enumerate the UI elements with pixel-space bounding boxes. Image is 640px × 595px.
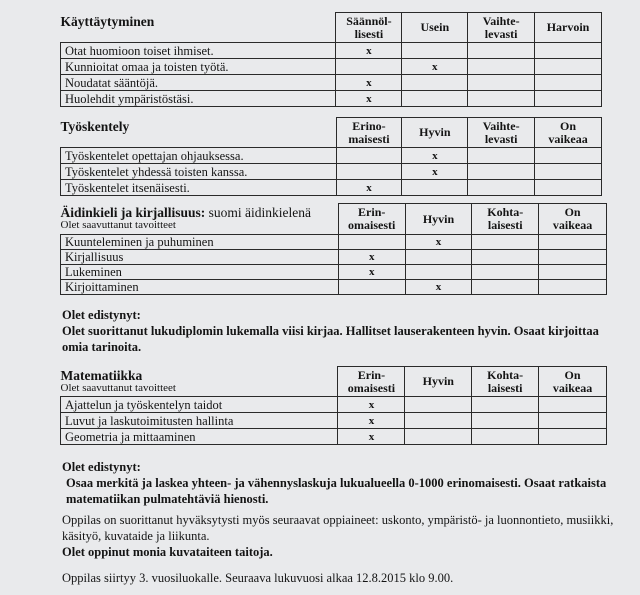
grade-mark-cell (402, 43, 468, 59)
grade-mark-cell (405, 429, 472, 445)
math-title-main: Matematiikka (60, 367, 143, 383)
behavior-table (60, 12, 602, 107)
grade-mark-cell: x (336, 91, 402, 107)
grade-mark-cell: x (336, 43, 402, 59)
table-row (61, 148, 602, 164)
work-col-header: On vaikeaa (535, 118, 602, 148)
row-label: Kirjallisuus (61, 250, 339, 265)
math-title (61, 367, 338, 397)
math-table (60, 366, 607, 445)
grade-mark-cell (539, 235, 607, 250)
row-label: Luvut ja laskutoimitusten hallinta (61, 413, 338, 429)
grade-mark-cell (535, 164, 602, 180)
row-label: Huolehdit ympäristöstäsi. (61, 91, 336, 107)
grade-mark-cell (539, 397, 607, 413)
row-label: Työskentelet opettajan ohjauksessa. (61, 148, 337, 164)
grade-mark-cell (336, 59, 402, 75)
grade-mark-cell (472, 235, 539, 250)
grade-mark-cell (539, 265, 607, 280)
grade-mark-cell (539, 429, 607, 445)
grade-mark-cell (405, 265, 472, 280)
table-row (61, 250, 607, 265)
grade-mark-cell (405, 250, 472, 265)
footer (62, 570, 628, 586)
table-row (61, 91, 602, 107)
finnish-header-row (61, 204, 607, 235)
math-progress-text: Osaa merkitä ja laskea yhteen- ja vähennyslaskuja lukualueella 0-1000 erinomaisesti. Osaat ratkaista matematiikan pulmatehtäviä hienosti. (66, 476, 607, 506)
grade-mark-cell (472, 429, 539, 445)
footer-text: Oppilas siirtyy 3. vuosiluokalle. Seuraava lukuvuosi alkaa 12.8.2015 klo 9.00. (62, 571, 454, 585)
finnish-col-header: Erin- omaisesti (338, 204, 405, 235)
math-col-header: Hyvin (405, 367, 472, 397)
grade-mark-cell (539, 413, 607, 429)
math-col-header: On vaikeaa (539, 367, 607, 397)
grade-mark-cell: x (402, 148, 468, 164)
grade-mark-cell (535, 91, 602, 107)
grade-mark-cell: x (338, 265, 405, 280)
grade-mark-cell (472, 250, 539, 265)
finnish-progress-heading: Olet edistynyt: (62, 308, 141, 322)
table-row (61, 59, 602, 75)
work-title: Työskentely (61, 118, 337, 148)
grade-mark-cell (468, 43, 535, 59)
grade-mark-cell: x (338, 397, 405, 413)
finnish-title (61, 204, 339, 235)
work-col-header: Erino- maisesti (336, 118, 402, 148)
art-note: Olet oppinut monia kuvataiteen taitoja. (62, 545, 273, 559)
row-label: Kirjoittaminen (61, 280, 339, 295)
finnish-title-main: Äidinkieli ja kirjallisuus: (60, 204, 206, 220)
row-label: Kunnioitat omaa ja toisten työtä. (61, 59, 336, 75)
grade-mark-cell (336, 148, 402, 164)
grade-mark-cell (405, 397, 472, 413)
math-col-header: Kohta- laisesti (472, 367, 539, 397)
grade-mark-cell: x (402, 164, 468, 180)
behavior-col-header: Säännöl- lisesti (336, 13, 402, 43)
behavior-title: Käyttäytyminen (61, 13, 336, 43)
row-label: Lukeminen (61, 265, 339, 280)
grade-mark-cell (472, 280, 539, 295)
table-row (61, 164, 602, 180)
row-label: Otat huomioon toiset ihmiset. (61, 43, 336, 59)
grade-mark-cell (336, 164, 402, 180)
grade-mark-cell (338, 280, 405, 295)
grade-mark-cell (405, 413, 472, 429)
finnish-table (60, 203, 607, 295)
work-table (60, 117, 602, 196)
table-row (61, 413, 607, 429)
math-subtitle: Olet saavuttanut tavoitteet (60, 381, 176, 394)
finnish-progress (62, 307, 622, 355)
grade-mark-cell (468, 148, 535, 164)
row-label: Kuunteleminen ja puhuminen (61, 235, 339, 250)
grade-mark-cell: x (336, 75, 402, 91)
grade-mark-cell (402, 180, 468, 196)
finnish-subtitle: Olet saavuttanut tavoitteet (60, 218, 176, 231)
behavior-header-row (61, 13, 602, 43)
table-row (61, 180, 602, 196)
table-row (61, 75, 602, 91)
grade-mark-cell (539, 250, 607, 265)
behavior-col-header: Usein (402, 13, 468, 43)
grade-mark-cell (535, 43, 602, 59)
behavior-col-header: Harvoin (535, 13, 602, 43)
row-label: Työskentelet itsenäisesti. (61, 180, 337, 196)
grade-mark-cell: x (338, 413, 405, 429)
grade-mark-cell (472, 265, 539, 280)
work-header-row (61, 118, 602, 148)
grade-mark-cell (338, 235, 405, 250)
grade-mark-cell (535, 75, 602, 91)
other-subjects-text: Oppilas on suorittanut hyväksytysti myös seuraavat oppiaineet: uskonto, ympäristö- ja luonnontieto, musiikki, käsityö, kuvataide ja liikunta. (62, 513, 614, 543)
grade-mark-cell: x (336, 180, 402, 196)
grade-mark-cell (468, 59, 535, 75)
row-label: Geometria ja mittaaminen (61, 429, 338, 445)
math-col-header: Erin- omaisesti (338, 367, 405, 397)
finnish-col-header: On vaikeaa (539, 204, 607, 235)
finnish-col-header: Hyvin (405, 204, 472, 235)
row-label: Noudatat sääntöjä. (61, 75, 336, 91)
math-progress (62, 459, 628, 507)
grade-mark-cell: x (405, 235, 472, 250)
grade-mark-cell: x (402, 59, 468, 75)
row-label: Ajattelun ja työskentelyn taidot (61, 397, 338, 413)
math-progress-heading: Olet edistynyt: (62, 460, 141, 474)
grade-mark-cell (468, 91, 535, 107)
grade-mark-cell (468, 180, 535, 196)
grade-mark-cell (468, 164, 535, 180)
grade-mark-cell (539, 280, 607, 295)
other-subjects (62, 512, 628, 560)
table-row (61, 43, 602, 59)
grade-mark-cell (472, 413, 539, 429)
grade-mark-cell: x (338, 250, 405, 265)
grade-mark-cell (472, 397, 539, 413)
grade-mark-cell (535, 148, 602, 164)
grade-mark-cell (535, 59, 602, 75)
grade-mark-cell (402, 75, 468, 91)
grade-mark-cell (468, 75, 535, 91)
finnish-progress-text: Olet suorittanut lukudiplomin lukemalla viisi kirjaa. Hallitset lauserakenteen hyvin. Osaat kirjoittaa omia tarinoita. (62, 324, 599, 354)
work-col-header: Vaihte- levasti (468, 118, 535, 148)
grade-mark-cell (535, 180, 602, 196)
table-row (61, 265, 607, 280)
work-col-header: Hyvin (402, 118, 468, 148)
grade-mark-cell: x (405, 280, 472, 295)
finnish-title-extra: suomi äidinkielenä (205, 204, 312, 220)
table-row (61, 235, 607, 250)
behavior-col-header: Vaihte- levasti (468, 13, 535, 43)
grade-mark-cell: x (338, 429, 405, 445)
grade-mark-cell (402, 91, 468, 107)
math-header-row (61, 367, 607, 397)
table-row (61, 280, 607, 295)
finnish-col-header: Kohta- laisesti (472, 204, 539, 235)
row-label: Työskentelet yhdessä toisten kanssa. (61, 164, 337, 180)
table-row (61, 397, 607, 413)
table-row (61, 429, 607, 445)
